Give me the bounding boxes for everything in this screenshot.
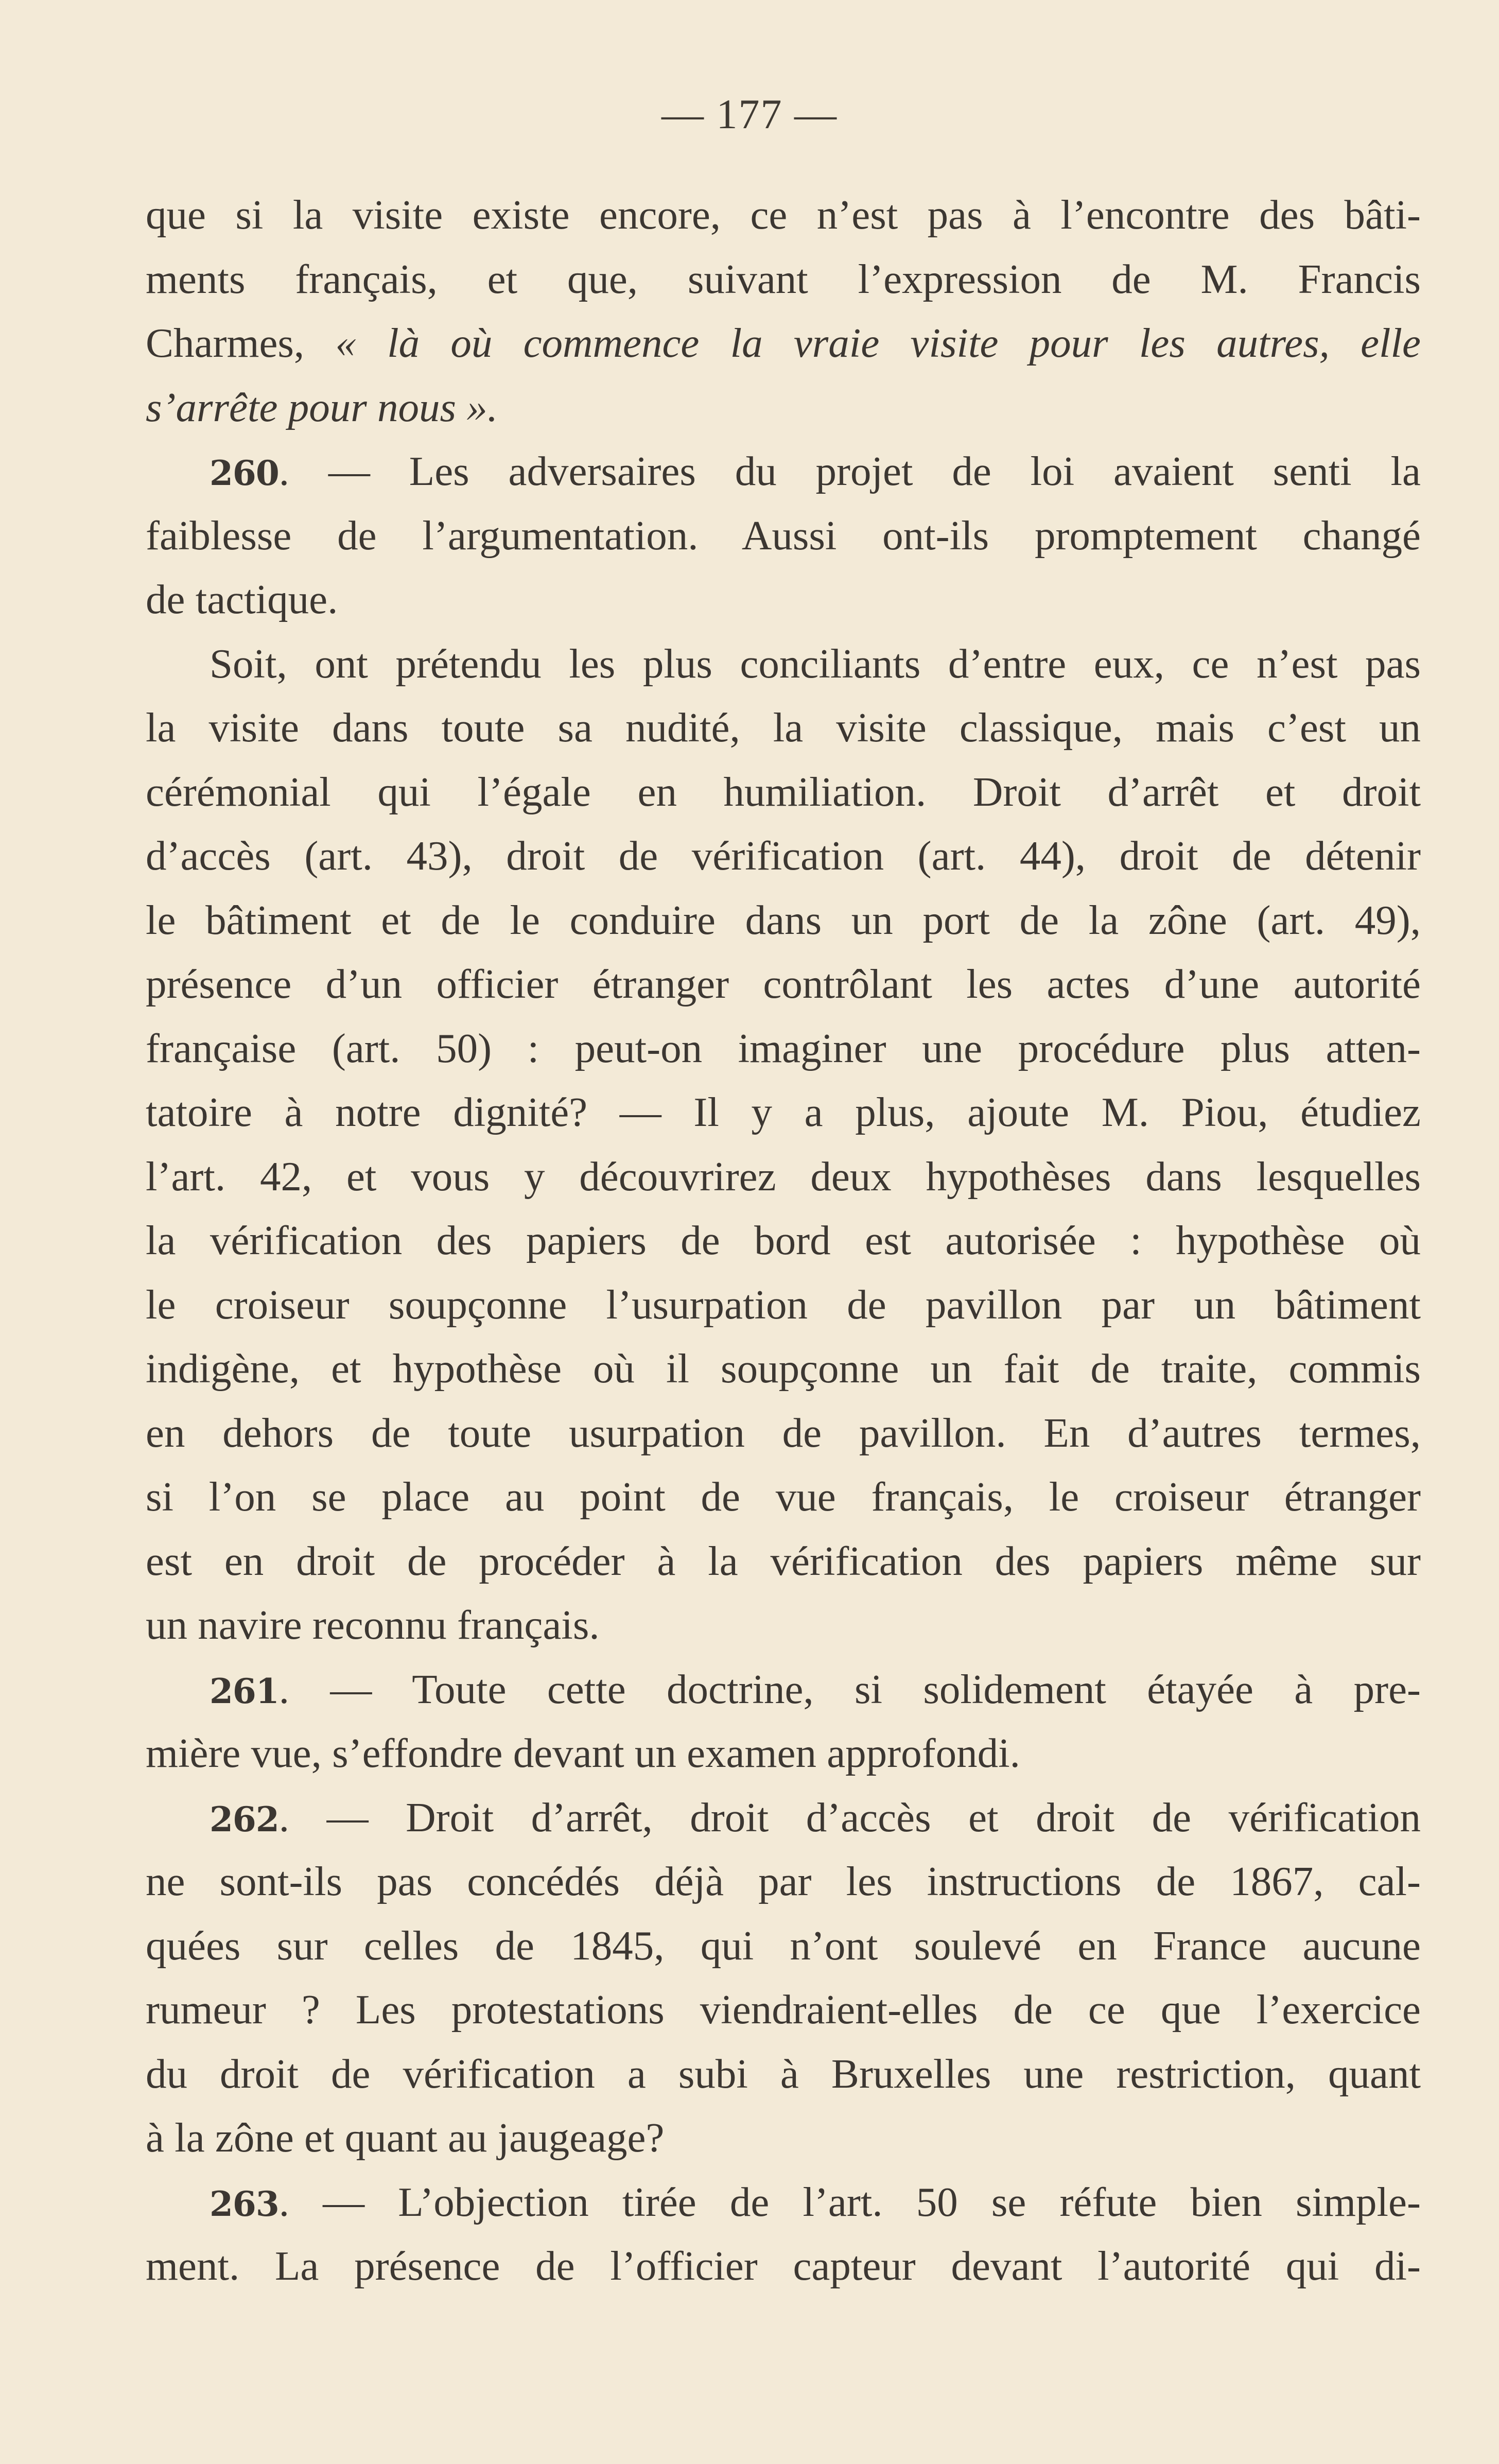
page-number: — 177 — <box>661 91 838 137</box>
body-text <box>146 183 1421 2298</box>
text-line: indigène, et hypothèse où il soupçonne un fait de traite, commis <box>146 1345 1421 1392</box>
text-line: quées sur celles de 1845, qui n’ont soulevé en France aucune <box>146 1922 1421 1969</box>
text-line: le bâtiment et de le conduire dans un port de la zône (art. 49), <box>146 896 1421 943</box>
text-line: si l’on se place au point de vue français, le croiseur étranger <box>146 1473 1421 1520</box>
text-line: d’accès (art. 43), droit de vérification (art. 44), droit de détenir <box>146 832 1421 879</box>
text-line-body: . — Les adversaires du projet de loi avaient senti la <box>278 448 1421 494</box>
text-line <box>146 375 1421 440</box>
text-line: mière vue, s’effondre devant un examen approfondi. <box>146 1730 1020 1776</box>
text-line: à la zône et quant au jaugeage? <box>146 2114 665 2161</box>
text-line: en dehors de toute usurpation de pavillon. En d’autres termes, <box>146 1409 1421 1456</box>
quotation: s’arrête pour nous ». <box>146 384 498 430</box>
text-line-prefix: Charmes, <box>146 320 336 366</box>
paragraph-261-start <box>146 1657 1421 1722</box>
text-line: ments français, et que, suivant l’expression de M. Francis <box>146 255 1421 302</box>
text-line: tatoire à notre dignité? — Il y a plus, ajoute M. Piou, étudiez <box>146 1089 1421 1135</box>
paragraph-number: 260 <box>210 453 279 493</box>
paragraph-260-start <box>146 439 1421 504</box>
text-line: que si la visite existe encore, ce n’est pas à l’encontre des bâti- <box>146 192 1421 238</box>
paragraph-262-start <box>146 1785 1421 1850</box>
text-line: faiblesse de l’argumentation. Aussi ont-ils promptement changé <box>146 512 1421 559</box>
text-line: la vérification des papiers de bord est autorisée : hypothèse où <box>146 1217 1421 1263</box>
text-line: présence d’un officier étranger contrôlant les actes d’une autorité <box>146 961 1421 1007</box>
paragraph-number: 263 <box>210 2183 279 2224</box>
text-line-body: . — Droit d’arrêt, droit d’accès et droit de vérification <box>278 1794 1421 1841</box>
text-line: cérémonial qui l’égale en humiliation. Droit d’arrêt et droit <box>146 768 1421 815</box>
quotation: « là où commence la vraie visite pour les autres, elle <box>335 320 1421 366</box>
text-line: est en droit de procéder à la vérification des papiers même sur <box>146 1537 1421 1584</box>
text-line: le croiseur soupçonne l’usurpation de pavillon par un bâtiment <box>146 1281 1421 1328</box>
text-line: ne sont-ils pas concédés déjà par les instructions de 1867, cal- <box>146 1858 1421 1904</box>
text-line: du droit de vérification a subi à Bruxelles une restriction, quant <box>146 2050 1421 2097</box>
text-line: de tactique. <box>146 576 338 622</box>
text-line: un navire reconnu français. <box>146 1602 600 1648</box>
text-line <box>146 311 1421 375</box>
text-line-body: . — Toute cette doctrine, si solidement étayée à pre- <box>278 1665 1421 1712</box>
text-line: Soit, ont prétendu les plus conciliants d’entre eux, ce n’est pas <box>210 640 1421 687</box>
paragraph-263-start <box>146 2170 1421 2234</box>
text-line-body: . — L’objection tirée de l’art. 50 se réfute bien simple- <box>278 2178 1421 2225</box>
text-line: la visite dans toute sa nudité, la visite classique, mais c’est un <box>146 704 1421 751</box>
text-line: rumeur ? Les protestations viendraient-elles de ce que l’exercice <box>146 1986 1421 2033</box>
paragraph-number: 261 <box>210 1671 279 1711</box>
paragraph-number: 262 <box>210 1799 279 1840</box>
text-line: ment. La présence de l’officier capteur devant l’autorité qui di- <box>146 2243 1421 2289</box>
text-line: l’art. 42, et vous y découvrirez deux hypothèses dans lesquelles <box>146 1153 1421 1200</box>
text-line: française (art. 50) : peut-on imaginer une procédure plus atten- <box>146 1025 1421 1071</box>
